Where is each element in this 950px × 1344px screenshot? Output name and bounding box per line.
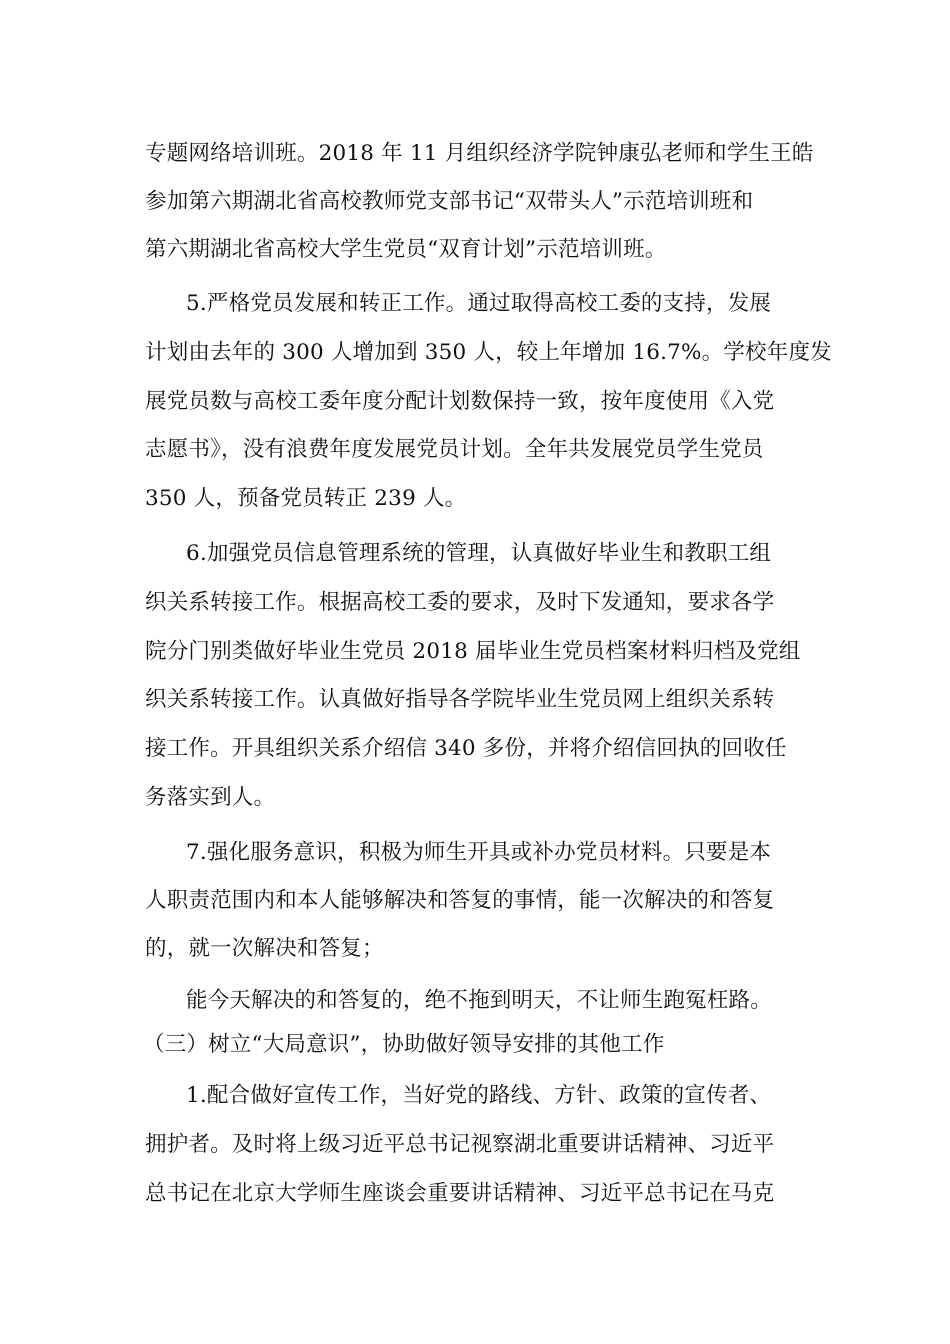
text-line: 展党员数与高校工委年度分配计划数保持一致，按年度使用《入党 — [145, 389, 775, 414]
text-line: 接工作。开具组织关系介绍信 340 多份，并将介绍信回执的回收任 — [145, 736, 787, 761]
section-heading: （三）树立“大局意识”，协助做好领导安排的其他工作 — [143, 1032, 665, 1057]
text-line: 人职责范围内和本人能够解决和答复的事情，能一次解决的和答复 — [145, 888, 775, 913]
text-line: 织关系转接工作。根据高校工委的要求，及时下发通知，要求各学 — [145, 590, 775, 615]
paragraph-6-start: 6.加强党员信息管理系统的管理，认真做好毕业生和教职工组 — [186, 541, 772, 566]
text-line: 的，就一次解决和答复； — [145, 936, 384, 961]
text-line: 计划由去年的 300 人增加到 350 人，较上年增加 16.7%。学校年度发 — [145, 340, 832, 365]
text-line: 织关系转接工作。认真做好指导各学院毕业生党员网上组织关系转 — [145, 687, 775, 712]
text-line: 350 人，预备党员转正 239 人。 — [145, 486, 467, 511]
text-line: 志愿书》，没有浪费年度发展党员计划。全年共发展党员学生党员 — [145, 437, 764, 462]
paragraph-1-start: 1.配合做好宣传工作，当好党的路线、方针、政策的宣传者、 — [186, 1083, 772, 1108]
text-line: 第六期湖北省高校大学生党员“双育计划”示范培训班。 — [145, 237, 667, 262]
paragraph-7-start: 7.强化服务意识，积极为师生开具或补办党员材料。只要是本 — [186, 840, 772, 865]
text-line: 院分门别类做好毕业生党员 2018 届毕业生党员档案材料归档及党组 — [145, 639, 801, 664]
text-line: 参加第六期湖北省高校教师党支部书记“双带头人”示范培训班和 — [145, 189, 754, 214]
text-line: 务落实到人。 — [145, 785, 276, 810]
paragraph-start: 能今天解决的和答复的，绝不拖到明天，不让师生跑冤枉路。 — [186, 988, 772, 1013]
text-line: 专题网络培训班。2018 年 11 月组织经济学院钟康弘老师和学生王皓 — [145, 141, 814, 166]
text-line: 总书记在北京大学师生座谈会重要讲话精神、习近平总书记在马克 — [145, 1181, 775, 1206]
text-line: 拥护者。及时将上级习近平总书记视察湖北重要讲话精神、习近平 — [145, 1132, 775, 1157]
paragraph-5-start: 5.严格党员发展和转正工作。通过取得高校工委的支持，发展 — [186, 291, 772, 316]
